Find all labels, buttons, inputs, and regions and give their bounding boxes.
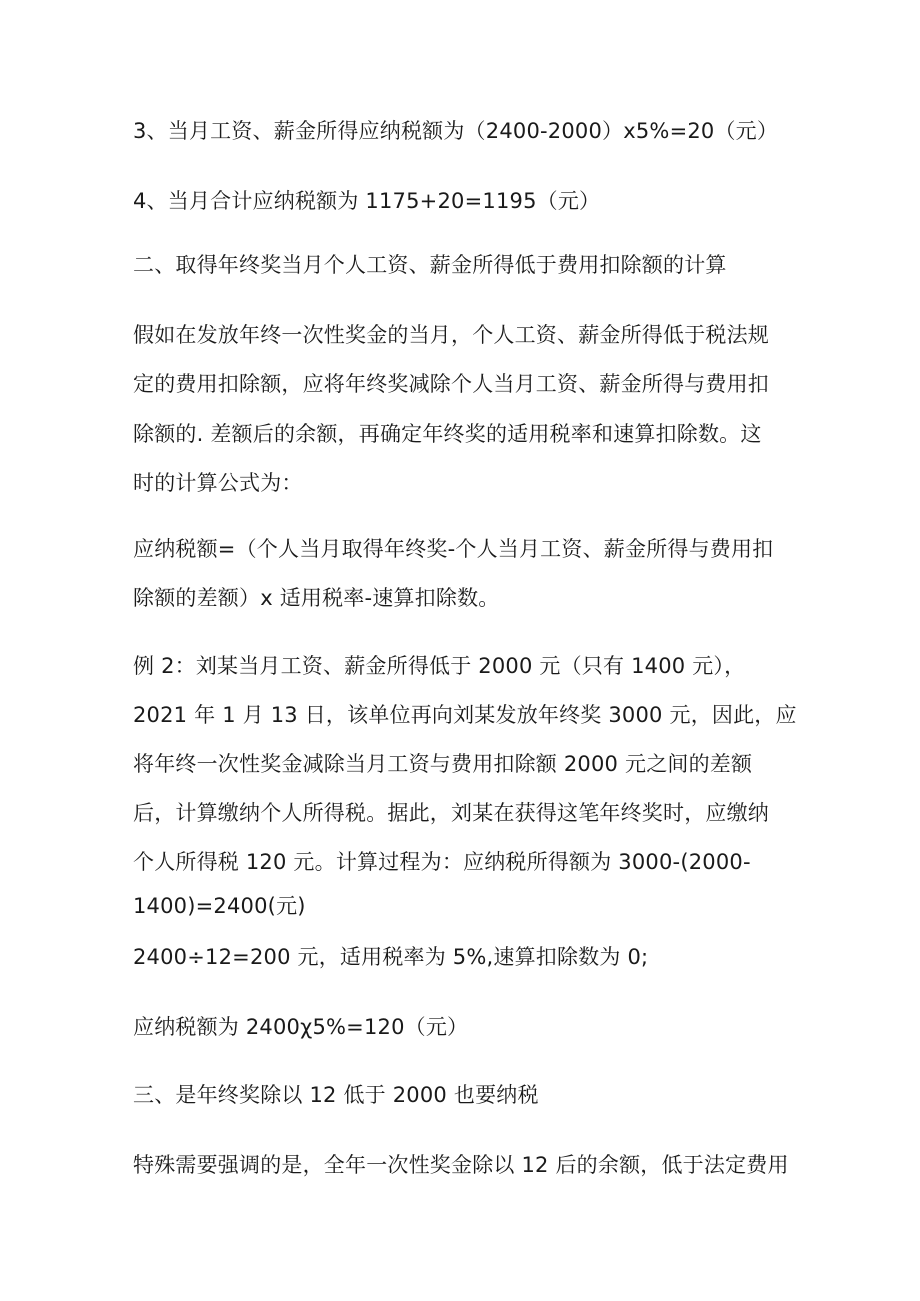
formula-line: 应纳税额=（个人当月取得年终奖-个人当月工资、薪金所得与费用扣 bbox=[133, 537, 774, 561]
calc-step-3: 3、当月工资、薪金所得应纳税额为（2400-2000）x5%=20（元） bbox=[133, 119, 779, 143]
formula-line: 除额的差额）x 适用税率-速算扣除数。 bbox=[133, 586, 500, 610]
example-line: 个人所得税 120 元。计算过程为：应纳税所得额为 3000-(2000- bbox=[133, 850, 751, 874]
example-line: 1400)=2400(元) bbox=[133, 894, 306, 918]
example-line: 将年终一次性奖金减除当月工资与费用扣除额 2000 元之间的差额 bbox=[133, 752, 753, 776]
example-line: 2021 年 1 月 13 日，该单位再向刘某发放年终奖 3000 元，因此，应 bbox=[133, 703, 797, 727]
paragraph-line: 定的费用扣除额，应将年终奖减除个人当月工资、薪金所得与费用扣 bbox=[133, 372, 769, 396]
calc-line: 2400÷12=200 元，适用税率为 5%,速算扣除数为 0; bbox=[133, 945, 649, 969]
paragraph-line: 假如在发放年终一次性奖金的当月，个人工资、薪金所得低于税法规 bbox=[133, 323, 769, 347]
section-heading-3: 三、是年终奖除以 12 低于 2000 也要纳税 bbox=[133, 1083, 539, 1107]
calc-step-4: 4、当月合计应纳税额为 1175+20=1195（元） bbox=[133, 189, 601, 213]
example-line: 后，计算缴纳个人所得税。据此，刘某在获得这笔年终奖时，应缴纳 bbox=[133, 801, 769, 825]
paragraph-line: 时的计算公式为： bbox=[133, 471, 303, 495]
paragraph-line: 除额的. 差额后的余额，再确定年终奖的适用税率和速算扣除数。这 bbox=[133, 422, 762, 446]
example-line: 例 2：刘某当月工资、薪金所得低于 2000 元（只有 1400 元）， bbox=[133, 654, 746, 678]
calc-line: 应纳税额为 2400χ5%=120（元） bbox=[133, 1015, 469, 1039]
paragraph-line: 特殊需要强调的是，全年一次性奖金除以 12 后的余额，低于法定费用 bbox=[133, 1153, 789, 1177]
section-heading-2: 二、取得年终奖当月个人工资、薪金所得低于费用扣除额的计算 bbox=[133, 253, 727, 277]
